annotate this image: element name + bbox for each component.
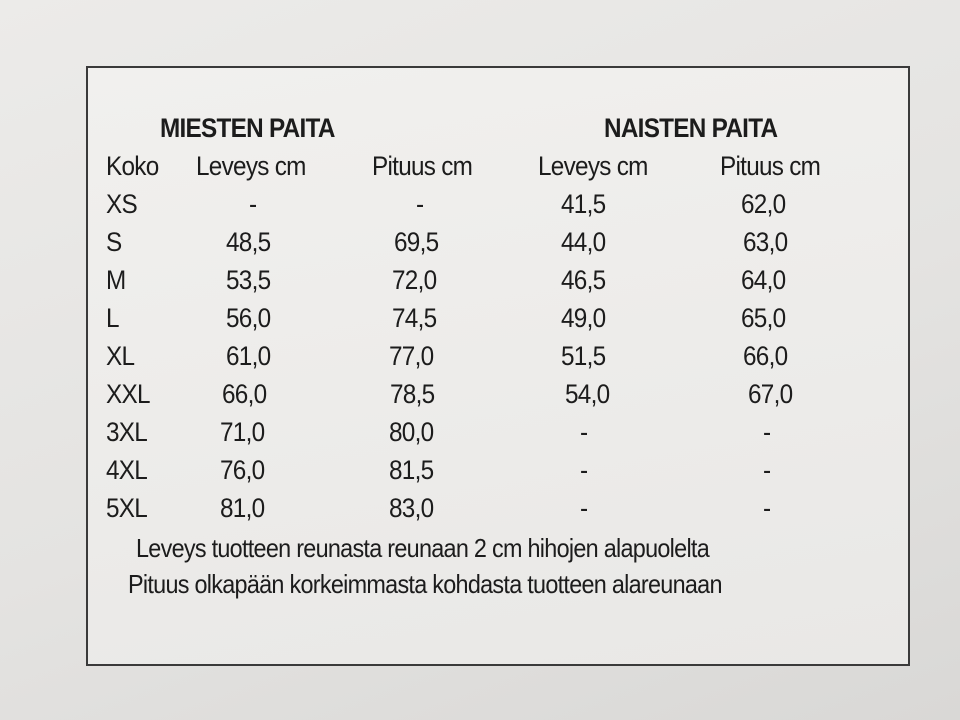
row-xs-size: XS <box>106 189 137 219</box>
row-m-women-length: 64,0 <box>741 265 786 295</box>
row-m-men-width: 53,5 <box>226 265 271 295</box>
row-3xl-men-width: 71,0 <box>220 417 265 447</box>
row-xs-men-width: - <box>249 189 257 219</box>
column-header-women-length: Pituus cm <box>720 151 821 181</box>
row-xs-men-length: - <box>416 189 424 219</box>
row-xxl-men-width: 66,0 <box>222 379 267 409</box>
column-header-size: Koko <box>106 151 159 181</box>
row-l-men-width: 56,0 <box>226 303 271 333</box>
row-m-size: M <box>106 265 126 295</box>
men-shirt-heading: MIESTEN PAITA <box>160 113 335 143</box>
row-s-men-length: 69,5 <box>394 227 439 257</box>
row-4xl-women-width: - <box>580 455 588 485</box>
row-4xl-men-width: 76,0 <box>220 455 265 485</box>
column-header-women-width: Leveys cm <box>538 151 648 181</box>
row-3xl-women-width: - <box>580 417 588 447</box>
column-header-men-length: Pituus cm <box>372 151 473 181</box>
row-s-size: S <box>106 227 122 257</box>
row-xl-men-length: 77,0 <box>389 341 434 371</box>
row-m-women-width: 46,5 <box>561 265 606 295</box>
row-xxl-women-length: 67,0 <box>748 379 793 409</box>
row-s-women-width: 44,0 <box>561 227 606 257</box>
row-xl-size: XL <box>106 341 135 371</box>
row-4xl-men-length: 81,5 <box>389 455 434 485</box>
row-3xl-women-length: - <box>763 417 771 447</box>
row-xxl-women-width: 54,0 <box>565 379 610 409</box>
length-measurement-note: Pituus olkapään korkeimmasta kohdasta tuotteen alareunaan <box>128 569 722 599</box>
row-5xl-men-width: 81,0 <box>220 493 265 523</box>
row-xs-women-length: 62,0 <box>741 189 786 219</box>
row-xxl-size: XXL <box>106 379 150 409</box>
row-xl-men-width: 61,0 <box>226 341 271 371</box>
row-5xl-men-length: 83,0 <box>389 493 434 523</box>
row-s-men-width: 48,5 <box>226 227 271 257</box>
row-l-men-length: 74,5 <box>392 303 437 333</box>
row-5xl-size: 5XL <box>106 493 148 523</box>
column-header-men-width: Leveys cm <box>196 151 306 181</box>
row-l-women-width: 49,0 <box>561 303 606 333</box>
row-xl-women-width: 51,5 <box>561 341 606 371</box>
row-s-women-length: 63,0 <box>743 227 788 257</box>
row-xs-women-width: 41,5 <box>561 189 606 219</box>
row-l-size: L <box>106 303 119 333</box>
row-m-men-length: 72,0 <box>392 265 437 295</box>
row-5xl-women-width: - <box>580 493 588 523</box>
row-xl-women-length: 66,0 <box>743 341 788 371</box>
row-5xl-women-length: - <box>763 493 771 523</box>
row-3xl-men-length: 80,0 <box>389 417 434 447</box>
width-measurement-note: Leveys tuotteen reunasta reunaan 2 cm hihojen alapuolelta <box>136 533 710 563</box>
row-l-women-length: 65,0 <box>741 303 786 333</box>
row-3xl-size: 3XL <box>106 417 148 447</box>
women-shirt-heading: NAISTEN PAITA <box>604 113 778 143</box>
row-4xl-women-length: - <box>763 455 771 485</box>
row-xxl-men-length: 78,5 <box>390 379 435 409</box>
row-4xl-size: 4XL <box>106 455 148 485</box>
